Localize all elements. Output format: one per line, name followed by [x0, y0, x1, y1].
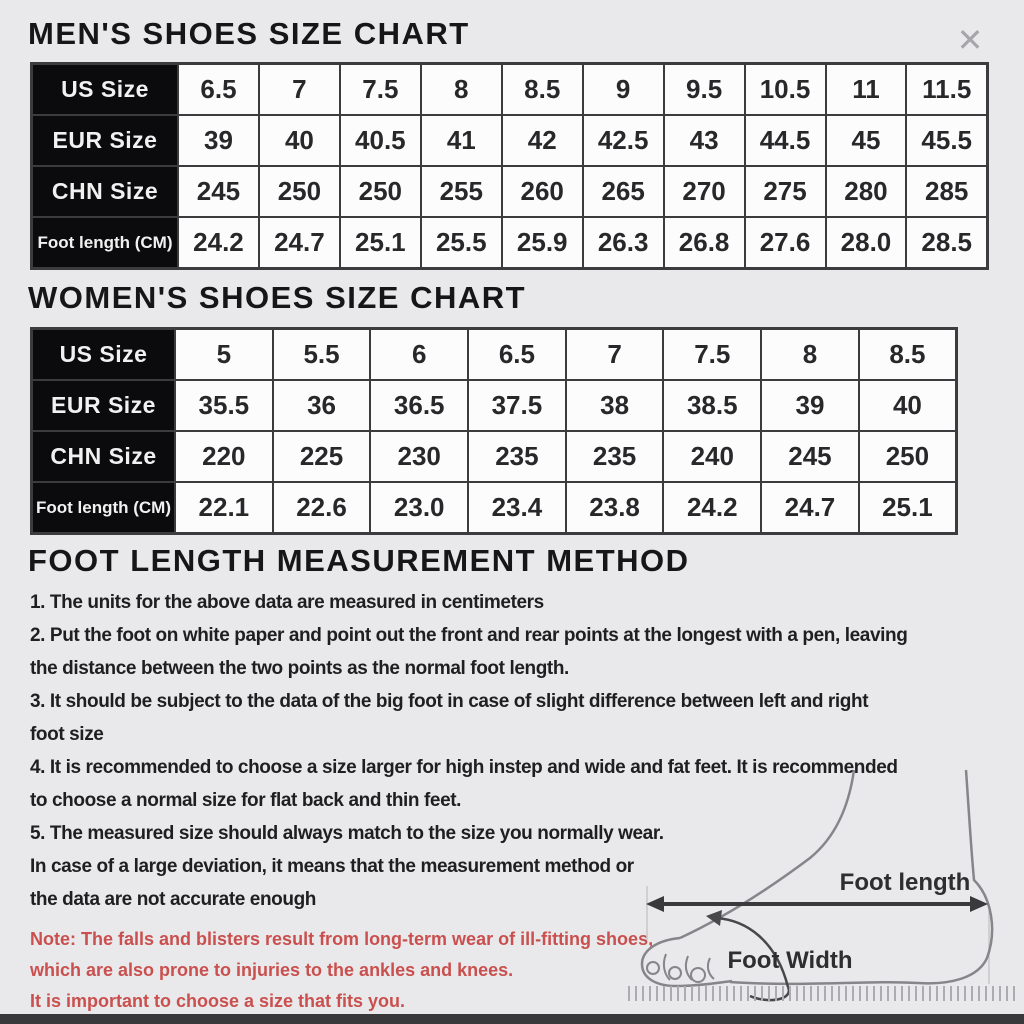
- text-line: 2. Put the foot on white paper and point out the front and rear points at the longest with a pen, leaving: [30, 625, 908, 646]
- size-cell: 45.5: [906, 115, 987, 166]
- size-cell: 6.5: [178, 64, 259, 116]
- size-table-row: [32, 115, 988, 166]
- size-cell: 23.4: [468, 482, 566, 534]
- size-cell: 11: [826, 64, 907, 116]
- size-cell: 6.5: [468, 329, 566, 381]
- size-cell: 40: [259, 115, 340, 166]
- size-cell: 7.5: [663, 329, 761, 381]
- text-line: which are also prone to injuries to the ankles and knees.: [30, 960, 514, 980]
- text-line: In case of a large deviation, it means that the measurement method or: [30, 856, 634, 877]
- size-cell: 240: [663, 431, 761, 482]
- size-table-row: [32, 482, 957, 534]
- size-cell: 38: [566, 380, 664, 431]
- size-cell: 22.1: [175, 482, 273, 534]
- size-cell: 22.6: [273, 482, 371, 534]
- foot-length-label: Foot length: [839, 869, 971, 896]
- size-cell: 37.5: [468, 380, 566, 431]
- size-cell: 40: [859, 380, 957, 431]
- size-cell: 250: [340, 166, 421, 217]
- size-cell: 275: [745, 166, 826, 217]
- size-cell: 23.0: [370, 482, 468, 534]
- size-table-row: [32, 329, 957, 381]
- size-table-row: [32, 166, 988, 217]
- size-cell: 41: [421, 115, 502, 166]
- size-cell: 7.5: [340, 64, 421, 116]
- size-cell: 8: [761, 329, 859, 381]
- size-cell: 220: [175, 431, 273, 482]
- measurement-method-title: FOOT LENGTH MEASUREMENT METHOD: [28, 543, 690, 578]
- row-header-foot-length-cm: Foot length (CM): [32, 217, 179, 269]
- note-text: [30, 924, 653, 1017]
- size-cell: 40.5: [340, 115, 421, 166]
- text-line: to choose a normal size for flat back and thin feet.: [30, 790, 462, 811]
- size-cell: 8.5: [502, 64, 583, 116]
- toe-separator: [708, 958, 714, 979]
- bottom-bar: [0, 1014, 1024, 1024]
- size-cell: 43: [664, 115, 745, 166]
- row-header-chn-size: CHN Size: [32, 431, 176, 482]
- text-line: It is important to choose a size that fits you.: [30, 991, 406, 1011]
- row-header-us-size: US Size: [32, 64, 179, 116]
- size-cell: 9: [583, 64, 664, 116]
- size-table-row: [32, 217, 988, 269]
- size-cell: 9.5: [664, 64, 745, 116]
- row-header-chn-size: CHN Size: [32, 166, 179, 217]
- size-cell: 280: [826, 166, 907, 217]
- size-cell: 245: [178, 166, 259, 217]
- size-cell: 25.1: [859, 482, 957, 534]
- arrowhead-left: [646, 896, 664, 912]
- size-cell: 250: [859, 431, 957, 482]
- size-cell: 245: [761, 431, 859, 482]
- size-cell: 39: [761, 380, 859, 431]
- size-cell: 24.7: [761, 482, 859, 534]
- size-cell: 28.5: [906, 217, 987, 269]
- row-header-us-size: US Size: [32, 329, 176, 381]
- size-cell: 38.5: [663, 380, 761, 431]
- size-cell: 270: [664, 166, 745, 217]
- size-cell: 250: [259, 166, 340, 217]
- size-cell: 6: [370, 329, 468, 381]
- size-cell: 265: [583, 166, 664, 217]
- size-cell: 255: [421, 166, 502, 217]
- row-header-eur-size: EUR Size: [32, 115, 179, 166]
- size-cell: 8.5: [859, 329, 957, 381]
- womens-size-table: [30, 327, 958, 535]
- size-cell: 28.0: [826, 217, 907, 269]
- size-cell: 285: [906, 166, 987, 217]
- mens-chart-title: MEN'S SHOES SIZE CHART: [28, 16, 470, 51]
- size-cell: 24.2: [663, 482, 761, 534]
- size-table-row: [32, 64, 988, 116]
- size-cell: 25.5: [421, 217, 502, 269]
- close-icon[interactable]: ✕: [956, 22, 984, 58]
- size-cell: 25.1: [340, 217, 421, 269]
- size-cell: 44.5: [745, 115, 826, 166]
- text-line: the data are not accurate enough: [30, 889, 316, 910]
- text-line: 3. It should be subject to the data of the big foot in case of slight difference between left and right: [30, 691, 869, 712]
- toenail: [647, 962, 659, 974]
- size-cell: 26.3: [583, 217, 664, 269]
- size-cell: 36: [273, 380, 371, 431]
- size-cell: 24.7: [259, 217, 340, 269]
- size-table-row: [32, 380, 957, 431]
- size-cell: 7: [566, 329, 664, 381]
- foot-measurement-diagram: [618, 768, 1020, 1008]
- size-cell: 36.5: [370, 380, 468, 431]
- ruler-ticks: [628, 986, 1020, 1001]
- size-cell: 225: [273, 431, 371, 482]
- text-line: 4. It is recommended to choose a size larger for high instep and wide and fat feet. It is recommended: [30, 757, 898, 778]
- size-cell: 42: [502, 115, 583, 166]
- size-cell: 5: [175, 329, 273, 381]
- size-table-row: [32, 431, 957, 482]
- toenail: [691, 968, 705, 982]
- size-cell: 10.5: [745, 64, 826, 116]
- size-cell: 25.9: [502, 217, 583, 269]
- row-header-eur-size: EUR Size: [32, 380, 176, 431]
- size-cell: 11.5: [906, 64, 987, 116]
- foot-width-label: Foot Width: [727, 947, 853, 974]
- size-cell: 230: [370, 431, 468, 482]
- text-line: 1. The units for the above data are measured in centimeters: [30, 592, 544, 613]
- size-cell: 235: [468, 431, 566, 482]
- womens-chart-title: WOMEN'S SHOES SIZE CHART: [28, 280, 527, 315]
- size-cell: 7: [259, 64, 340, 116]
- size-cell: 8: [421, 64, 502, 116]
- size-cell: 24.2: [178, 217, 259, 269]
- text-line: foot size: [30, 724, 104, 745]
- row-header-foot-length-cm: Foot length (CM): [32, 482, 176, 534]
- size-cell: 23.8: [566, 482, 664, 534]
- size-cell: 5.5: [273, 329, 371, 381]
- toenail: [669, 967, 681, 979]
- size-cell: 26.8: [664, 217, 745, 269]
- text-line: 5. The measured size should always match to the size you normally wear.: [30, 823, 664, 844]
- text-line: Note: The falls and blisters result from long-term wear of ill-fitting shoes,: [30, 929, 654, 949]
- foot-outline-front: [680, 770, 854, 938]
- mens-size-table: [30, 62, 989, 270]
- size-cell: 35.5: [175, 380, 273, 431]
- size-cell: 235: [566, 431, 664, 482]
- size-cell: 260: [502, 166, 583, 217]
- size-cell: 39: [178, 115, 259, 166]
- text-line: the distance between the two points as the normal foot length.: [30, 658, 569, 679]
- size-cell: 45: [826, 115, 907, 166]
- size-cell: 42.5: [583, 115, 664, 166]
- size-cell: 27.6: [745, 217, 826, 269]
